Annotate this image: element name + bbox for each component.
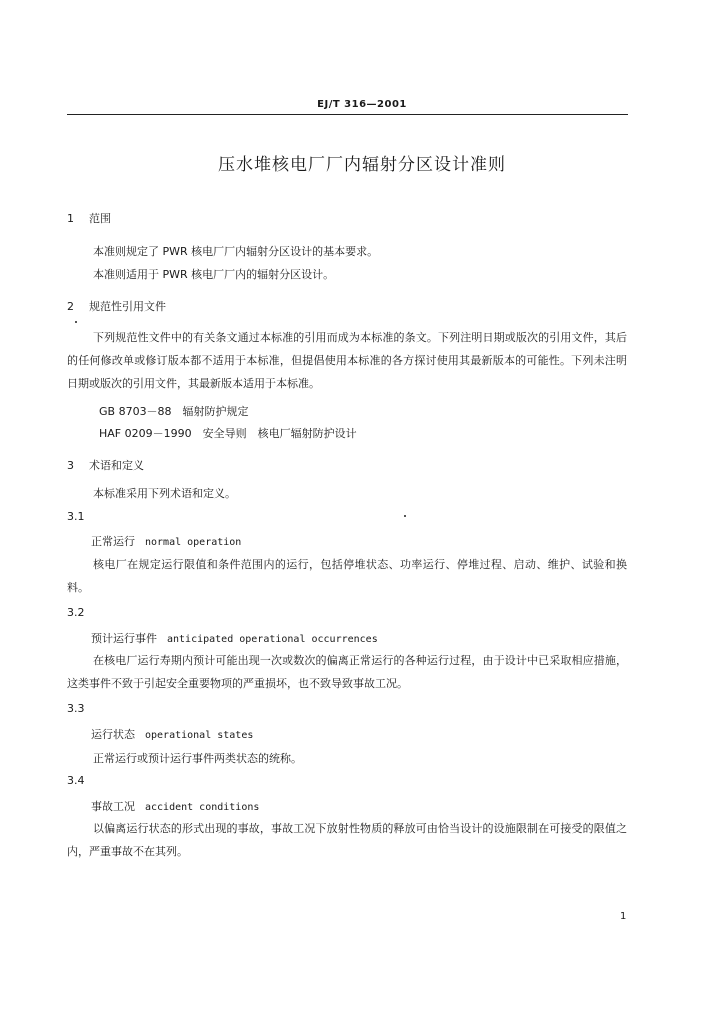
term-3-4-en: accident conditions — [145, 802, 260, 813]
section-2-heading — [67, 298, 166, 314]
section-1-title: 范围 — [89, 212, 111, 225]
term-3-4-cn: 事故工况 — [91, 800, 135, 813]
section-1-heading — [67, 210, 111, 226]
section-3-title: 术语和定义 — [89, 459, 144, 472]
term-3-4-definition: 以偏离运行状态的形式出现的事故，事故工况下放射性物质的释放可由恰当设计的设施限制在可接受的限值之内，严重事故不在其列。 — [67, 822, 627, 858]
section-1-number: 1 — [67, 212, 74, 225]
term-3-3-definition: 正常运行或预计运行事件两类状态的统称。 — [93, 752, 302, 765]
term-3-1-heading — [91, 533, 241, 549]
section-2-title: 规范性引用文件 — [89, 300, 166, 313]
reference-2: HAF 0209－1990 安全导则 核电厂辐射防护设计 — [99, 427, 357, 440]
term-3-1-definition: 核电厂在规定运行限值和条件范围内的运行，包括停堆状态、功率运行、停堆过程、启动、维护、试验和换料。 — [67, 558, 627, 594]
reference-1: GB 8703－88 辐射防护规定 — [99, 405, 249, 418]
term-3-4-number: 3.4 — [67, 774, 85, 787]
scan-speck — [404, 515, 406, 517]
scan-speck — [75, 321, 77, 323]
term-3-2-heading — [91, 630, 378, 646]
term-3-3-cn: 运行状态 — [91, 728, 135, 741]
page-number: 1 — [620, 911, 627, 922]
term-3-1-cn: 正常运行 — [91, 535, 135, 548]
section-2-number: 2 — [67, 300, 74, 313]
term-3-1-en: normal operation — [145, 537, 242, 548]
term-3-3-number: 3.3 — [67, 702, 85, 715]
page-title: 压水堆核电厂厂内辐射分区设计准则 — [218, 155, 506, 175]
header-rule — [67, 114, 628, 115]
term-3-2-definition: 在核电厂运行寿期内预计可能出现一次或数次的偏离正常运行的各种运行过程，由于设计中已采取相应措施，这类事件不致于引起安全重要物项的严重损坏，也不致导致事故工况。 — [67, 654, 627, 690]
section-3-intro: 本标准采用下列术语和定义。 — [93, 487, 236, 500]
term-3-1-number: 3.1 — [67, 510, 85, 523]
section-2-para: 下列规范性文件中的有关条文通过本标准的引用而成为本标准的条文。下列注明日期或版次的引用文件，其后的任何修改单或修订版本都不适用于本标准，但提倡使用本标准的各方探讨使用其最新版本的可能性。下列未注明日期或版次的引用文件，其最新版本适用于本标准。 — [67, 331, 627, 390]
term-3-2-cn: 预计运行事件 — [91, 632, 157, 645]
term-3-4-heading — [91, 798, 259, 814]
section-3-number: 3 — [67, 459, 74, 472]
section-1-para-1: 本准则规定了 PWR 核电厂厂内辐射分区设计的基本要求。 — [93, 245, 379, 258]
term-3-3-en: operational states — [145, 730, 254, 741]
term-3-3-heading — [91, 726, 253, 742]
section-3-heading — [67, 457, 144, 473]
section-1-para-2: 本准则适用于 PWR 核电厂厂内的辐射分区设计。 — [93, 268, 335, 281]
term-3-2-en: anticipated operational occurrences — [167, 634, 378, 645]
standard-code: EJ/T 316—2001 — [317, 99, 407, 110]
term-3-2-number: 3.2 — [67, 606, 85, 619]
